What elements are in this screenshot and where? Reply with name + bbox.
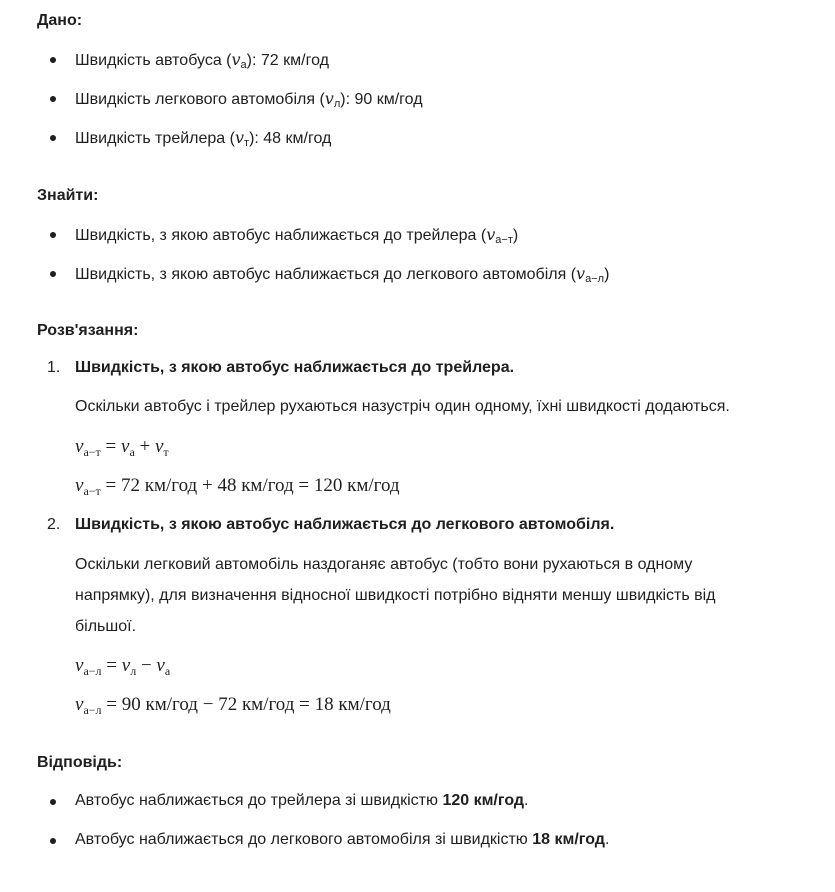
step-explanation-line: Оскільки легковий автомобіль наздоганяє автобус (тобто вони рухаються в одному bbox=[75, 556, 693, 573]
answer-item-trailer: Автобус наближається до трейлера зі швидкістю 120 км/год. bbox=[75, 792, 529, 809]
solution-heading: Розв'язання: bbox=[37, 322, 139, 339]
step-title: Швидкість, з якою автобус наближається до легкового автомобіля. bbox=[75, 516, 615, 533]
given-item-car: Швидкість легкового автомобіля $(v_л)$: 90 км/год bbox=[75, 89, 423, 110]
given-item-bus: Швидкість автобуса $(v_а)$: 72 км/год bbox=[75, 50, 329, 71]
find-item-car: Швидкість, з якою автобус наближається до легкового автомобіля $(v_{а-л})$ bbox=[75, 264, 610, 285]
formula-diff: $v_{а-л} = v_л - v_а$ bbox=[75, 655, 171, 678]
step-title: Швидкість, з якою автобус наближається до трейлера. bbox=[75, 359, 515, 376]
answer-item-car: Автобус наближається до легкового автомобіля зі швидкістю 18 км/год. bbox=[75, 831, 610, 848]
bullet-icon bbox=[50, 799, 56, 805]
step-explanation-line: напрямку), для визначення відносної швидкості потрібно відняти меншу швидкість від bbox=[75, 587, 716, 604]
step-number: 2. bbox=[47, 516, 61, 533]
bullet-icon bbox=[50, 838, 56, 844]
bullet-icon bbox=[50, 57, 56, 63]
step-explanation-line: більшої. bbox=[75, 618, 137, 635]
bullet-icon bbox=[50, 232, 56, 238]
formula-sum-values: $v_{а-т} = 72$ км/год + 48 км/год = 120 км/год bbox=[75, 475, 400, 498]
bullet-icon bbox=[50, 271, 56, 277]
formula-sum: $v_{а-т} = v_а + v_т$ bbox=[75, 436, 169, 459]
given-heading: Дано: bbox=[37, 12, 83, 29]
step-explanation: Оскільки автобус і трейлер рухаються назустріч один одному, їхні швидкості додаються. bbox=[75, 398, 730, 415]
step-number: 1. bbox=[47, 359, 61, 376]
answer-heading: Відповідь: bbox=[37, 754, 123, 771]
find-heading: Знайти: bbox=[37, 187, 99, 204]
bullet-icon bbox=[50, 135, 56, 141]
given-item-trailer: Швидкість трейлера $(v_т)$: 48 км/год bbox=[75, 128, 332, 149]
find-item-trailer: Швидкість, з якою автобус наближається до трейлера $(v_{а-т})$ bbox=[75, 225, 519, 246]
formula-diff-values: $v_{а-л} = 90$ км/год − 72 км/год = 18 км/год bbox=[75, 694, 391, 717]
bullet-icon bbox=[50, 96, 56, 102]
